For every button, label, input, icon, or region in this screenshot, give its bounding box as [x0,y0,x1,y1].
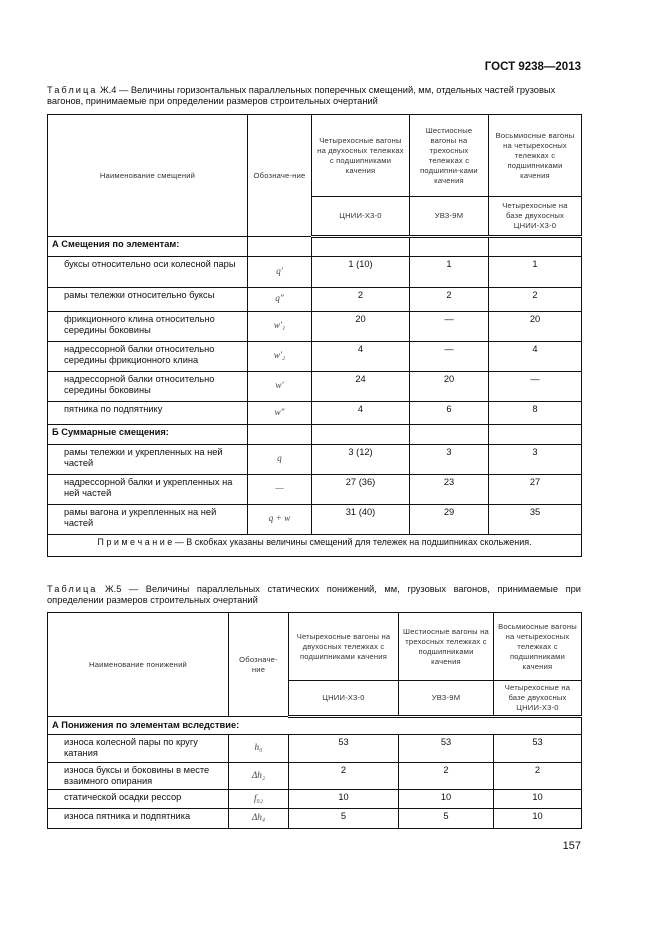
row-value: — [410,342,489,372]
row-symbol: w″ [248,402,312,425]
t5-section-a: А Понижения по элементам вследствие: [48,717,582,735]
row-name: износа буксы и боковины в месте взаимного опирания [48,763,229,790]
row-value: 1 (10) [312,257,410,288]
row-value: 29 [410,505,489,535]
row-name: рамы тележки и укрепленных на ней частей [48,445,248,475]
table-row [48,402,582,425]
row-symbol: w′₁ [248,312,312,342]
table4-caption [47,85,581,107]
t4-sub2: УВЗ-9М [410,197,489,237]
t4-note: П р и м е ч а н и е — В скобках указаны величины смещений для тележек на подшипниках скольжения. [48,535,582,557]
row-symbol: — [248,475,312,505]
table5-caption-text: Ж.5 — Величины параллельных статических понижений, мм, грузовых вагонов, принимаемые при определении размеров строительных очертаний [47,584,581,605]
table-row [48,372,582,402]
t5-header-col2: Шестиосные вагоны на трехосных тележках с подшипниками качения [399,613,494,681]
row-value: 5 [289,809,399,829]
table-row [48,445,582,475]
table5 [47,612,582,829]
row-value: 5 [399,809,494,829]
t4-sub1: ЦНИИ-Х3-0 [312,197,410,237]
table4 [47,114,582,557]
row-name: рамы вагона и укрепленных на ней частей [48,505,248,535]
row-name: надрессорной балки относительно середины фрикционного клина [48,342,248,372]
row-value: 20 [489,312,582,342]
t4-header-col3: Восьмиосные вагоны на четырехосных тележках с подшипниками качения [489,115,582,197]
row-value: 10 [289,790,399,809]
row-value: 3 (12) [312,445,410,475]
row-symbol: h₀ [229,735,289,763]
t4-rows-b [48,445,582,535]
t4-header-col2: Шестиосные вагоны на трехосных тележках с подшипни-ками качения [410,115,489,197]
row-value: 23 [410,475,489,505]
row-name: буксы относительно оси колесной пары [48,257,248,288]
row-value: 1 [410,257,489,288]
t5-header-name: Наименование понижений [48,613,229,717]
row-value: 2 [489,288,582,312]
row-symbol: q [248,445,312,475]
row-value: 2 [410,288,489,312]
row-value: 4 [312,402,410,425]
row-name: пятника по подпятнику [48,402,248,425]
row-value: — [410,312,489,342]
table-row [48,288,582,312]
row-value: 27 (36) [312,475,410,505]
t4-section-b: Б Суммарные смещения: [48,425,248,445]
table-row [48,342,582,372]
row-value: 20 [312,312,410,342]
table4-caption-text: Ж.4 — Величины горизонтальных параллельных поперечных смещений, мм, отдельных частей грузовых вагонов, принимаемые при определении размеров строительных очертаний [47,85,556,106]
row-value: 3 [489,445,582,475]
table5-caption-label: Таблица [47,584,98,594]
row-symbol: Δh₂ [229,763,289,790]
row-value: 2 [289,763,399,790]
row-value: 53 [399,735,494,763]
row-name: износа колесной пары по кругу катания [48,735,229,763]
row-symbol: Δh₄ [229,809,289,829]
row-symbol: q + w [248,505,312,535]
t4-section-a: А Смещения по элементам: [48,237,248,257]
row-value: 27 [489,475,582,505]
t4-header-col1: Четырехосные вагоны на двухосных тележках с подшипниками качения [312,115,410,197]
page-number: 157 [562,840,581,852]
row-value: 10 [494,790,582,809]
table-row [48,790,582,809]
row-symbol: f₀₂ [229,790,289,809]
t5-header-col1: Четырехосные вагоны на двухосных тележках с подшипниками качения [289,613,399,681]
row-name: статической осадки рессор [48,790,229,809]
row-name: надрессорной балки и укрепленных на ней частей [48,475,248,505]
row-value: 4 [312,342,410,372]
t4-header-symbol: Обозначе-ние [248,115,312,237]
t5-header-col3: Восьмиосные вагоны на четырехосных тележках с подшипниками качения [494,613,582,681]
t5-sub2: УВЗ-9М [399,681,494,717]
row-value: 31 (40) [312,505,410,535]
row-value: 2 [312,288,410,312]
row-value: 53 [289,735,399,763]
row-value: 2 [399,763,494,790]
row-name: износа пятника и подпятника [48,809,229,829]
row-name: рамы тележки относительно буксы [48,288,248,312]
table-row [48,809,582,829]
row-value: 35 [489,505,582,535]
row-value: 3 [410,445,489,475]
row-value: 4 [489,342,582,372]
standard-number: ГОСТ 9238—2013 [484,61,581,73]
table5-caption [47,584,581,606]
table-row [48,505,582,535]
row-value: 1 [489,257,582,288]
t4-sub3: Четырехосные на базе двухосных ЦНИИ-Х3-0 [489,197,582,237]
row-symbol: q′ [248,257,312,288]
table-row [48,257,582,288]
row-symbol: w′₂ [248,342,312,372]
table-row [48,735,582,763]
row-value: 20 [410,372,489,402]
table-row [48,312,582,342]
row-value: 8 [489,402,582,425]
table4-caption-label: Таблица [47,85,98,95]
row-value: — [489,372,582,402]
row-name: фрикционного клина относительно середины боковины [48,312,248,342]
row-value: 24 [312,372,410,402]
row-value: 53 [494,735,582,763]
row-name: надрессорной балки относительно середины боковины [48,372,248,402]
t4-rows-a [48,257,582,425]
row-value: 10 [494,809,582,829]
t4-header-name: Наименование смещений [48,115,248,237]
row-value: 6 [410,402,489,425]
t5-rows [48,735,582,829]
row-symbol: w′ [248,372,312,402]
t5-sub3: Четырехосные на базе двухосных ЦНИИ-Х3-0 [494,681,582,717]
row-symbol: q″ [248,288,312,312]
row-value: 2 [494,763,582,790]
t5-header-symbol: Обозначе-ние [229,613,289,717]
row-value: 10 [399,790,494,809]
table-row [48,475,582,505]
table-row [48,763,582,790]
t5-sub1: ЦНИИ-Х3-0 [289,681,399,717]
